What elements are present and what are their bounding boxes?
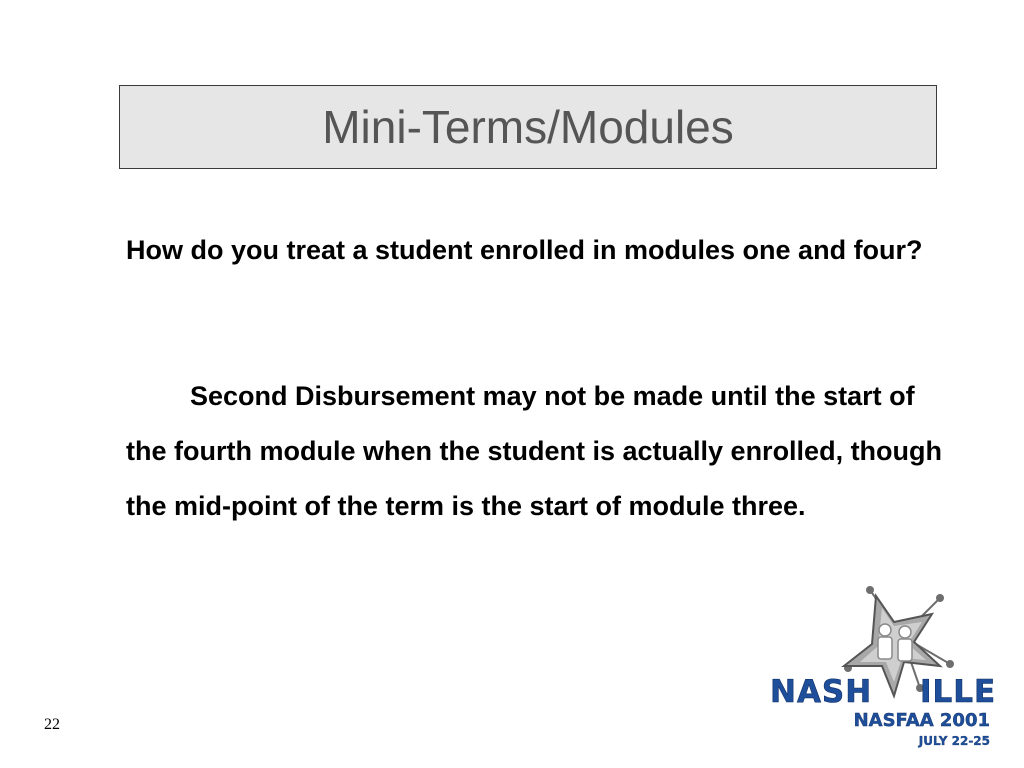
title-box	[119, 85, 937, 169]
logo-dates: JULY 22-25	[918, 734, 990, 748]
conference-logo	[764, 586, 996, 752]
logo-city-right: ILLE	[920, 674, 996, 710]
question-text: How do you treat a student enrolled in modules one and four?	[126, 235, 923, 265]
logo-city-left: NASH	[770, 674, 873, 710]
answer-text: Second Disbursement may not be made until the start of the fourth module when the student is actually enrolled, though the mid-point of the term is the start of module three.	[126, 381, 943, 521]
page-number: 22	[44, 716, 60, 733]
logo-event: NASFAA 2001	[853, 710, 990, 731]
slide-title: Mini-Terms/Modules	[322, 101, 734, 153]
